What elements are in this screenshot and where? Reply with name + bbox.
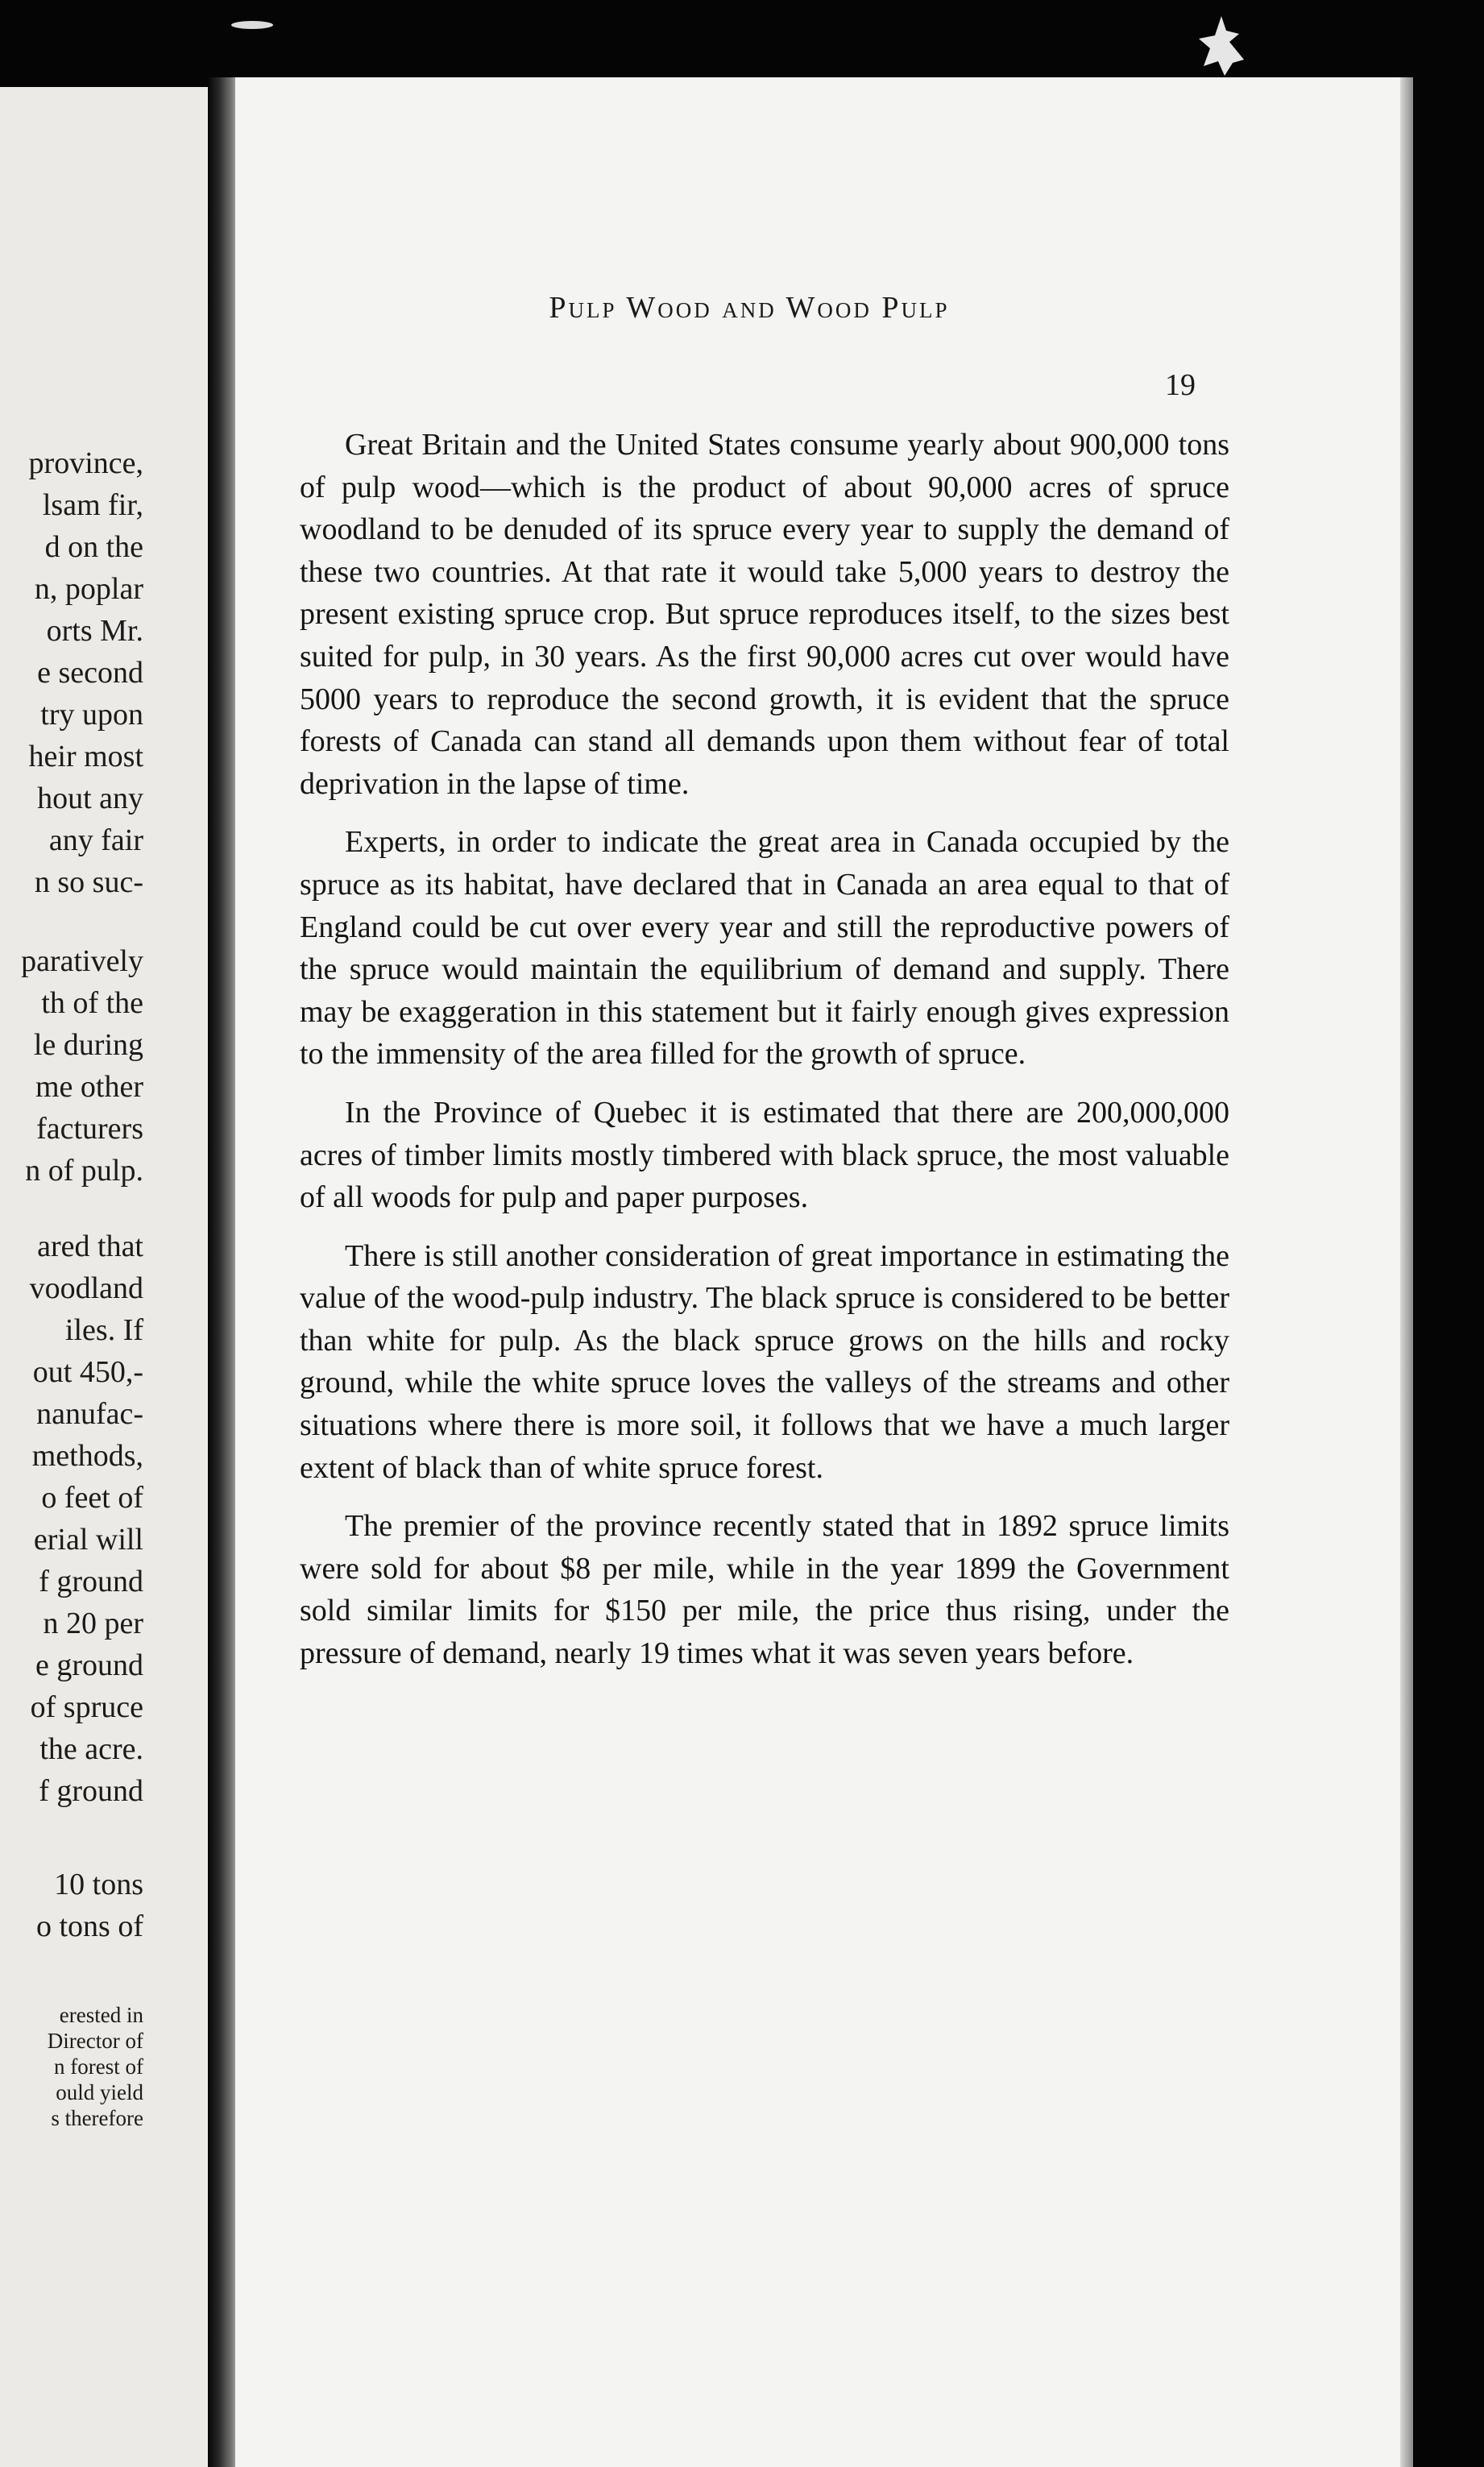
left-text-line: erial will (33, 1523, 143, 1557)
left-footnote-line: s therefore (51, 2106, 143, 2130)
scan-blot (1197, 15, 1247, 77)
body-text (300, 424, 1229, 1691)
left-text-line: heir most (28, 740, 143, 773)
paragraph: Experts, in order to indicate the great area in Canada occupied by the spruce as its habitat, have declared that in Canada an area equal to that of England could be cut over every year and still the reproductive powers of the spruce would maintain the equilibrium of demand and supply. There may be exaggeration in this statement but it fairly enough gives expression to the immensity of the area filled for the growth of spruce. (300, 825, 1229, 1072)
page-edge-shadow (1400, 77, 1413, 2467)
left-text-line: methods, (31, 1439, 143, 1473)
left-text-line: try upon (40, 698, 143, 732)
left-text-line: f ground (39, 1565, 143, 1598)
left-text-line: iles. If (64, 1313, 143, 1347)
left-footnote-line: erested in (59, 2003, 143, 2027)
running-head: Pulp Wood and Wood Pulp (549, 291, 950, 325)
left-text-line: lsam fir, (42, 488, 143, 522)
left-text-line: ared that (37, 1229, 143, 1263)
left-text-line: facturers (36, 1112, 143, 1146)
left-text-line: nanufac- (36, 1397, 143, 1431)
left-text-line: voodland (29, 1271, 143, 1305)
left-text-line: n so suc- (34, 865, 143, 899)
paragraph: In the Province of Quebec it is estimated that there are 200,000,000 acres of timber limits mostly timbered with black spruce, the most valuable of all woods for pulp and paper purposes. (300, 1095, 1229, 1215)
paragraph: There is still another consideration of great importance in estimating the value of the wood-pulp industry. The black spruce is considered to be better than white for pulp. As the black spruce grows on the hills and rocky ground, while the white spruce loves the valleys of the streams and other situations where there is more soil, it follows that we have a much larger extent of black than of white spruce forest. (300, 1238, 1229, 1485)
left-text-line: out 450,- (32, 1355, 143, 1389)
left-text-line: orts Mr. (46, 614, 143, 648)
left-text-line: e ground (35, 1648, 143, 1682)
left-text-line: e second (37, 656, 143, 690)
left-text-line: of spruce (30, 1690, 143, 1724)
left-text-line: hout any (37, 782, 143, 815)
left-page-fragment (0, 87, 208, 2467)
paragraph: The premier of the province recently stated that in 1892 spruce limits were sold for about $8 per mile, while in the year 1899 the Government sold similar limits for $150 per mile, the price thus rising, under the pressure of demand, nearly 19 times what it was seven years before. (300, 1509, 1229, 1671)
left-text-line: the acre. (39, 1732, 143, 1766)
left-text-line: o feet of (41, 1481, 143, 1515)
left-text-line: paratively (21, 944, 143, 978)
left-text-line: d on the (44, 530, 143, 564)
left-text-line: le during (33, 1028, 143, 1062)
left-text-line: f ground (39, 1774, 143, 1808)
left-text-line: n, poplar (34, 572, 143, 606)
left-footnote-line: ould yield (56, 2080, 143, 2104)
left-text-line: n 20 per (43, 1607, 143, 1640)
left-text-line: province, (28, 446, 143, 480)
left-footnote-line: Director of (47, 2029, 143, 2053)
left-text-line: n of pulp. (25, 1154, 143, 1188)
page-number: 19 (1165, 368, 1196, 402)
paragraph: Great Britain and the United States consume yearly about 900,000 tons of pulp wood—which is the product of about 90,000 acres of spruce woodland to be denuded of its spruce every year to supply the demand of these two countries. At that rate it would take 5,000 years to destroy the present existing spruce crop. But spruce reproduces itself, to the sizes best suited for pulp, in 30 years. As the first 90,000 acres cut over would have 5000 years to reproduce the second growth, it is evident that the spruce forests of Canada can stand all demands upon them without fear of total deprivation in the lapse of time. (300, 428, 1229, 801)
scan-speck (231, 21, 273, 29)
left-text-line: me other (35, 1070, 143, 1104)
left-text-line: 10 tons (54, 1868, 143, 1901)
left-text-line: th of the (41, 986, 143, 1020)
left-text-line: any fair (48, 823, 143, 857)
left-text-line: o tons of (36, 1909, 143, 1943)
left-footnote-line: n forest of (54, 2054, 143, 2079)
